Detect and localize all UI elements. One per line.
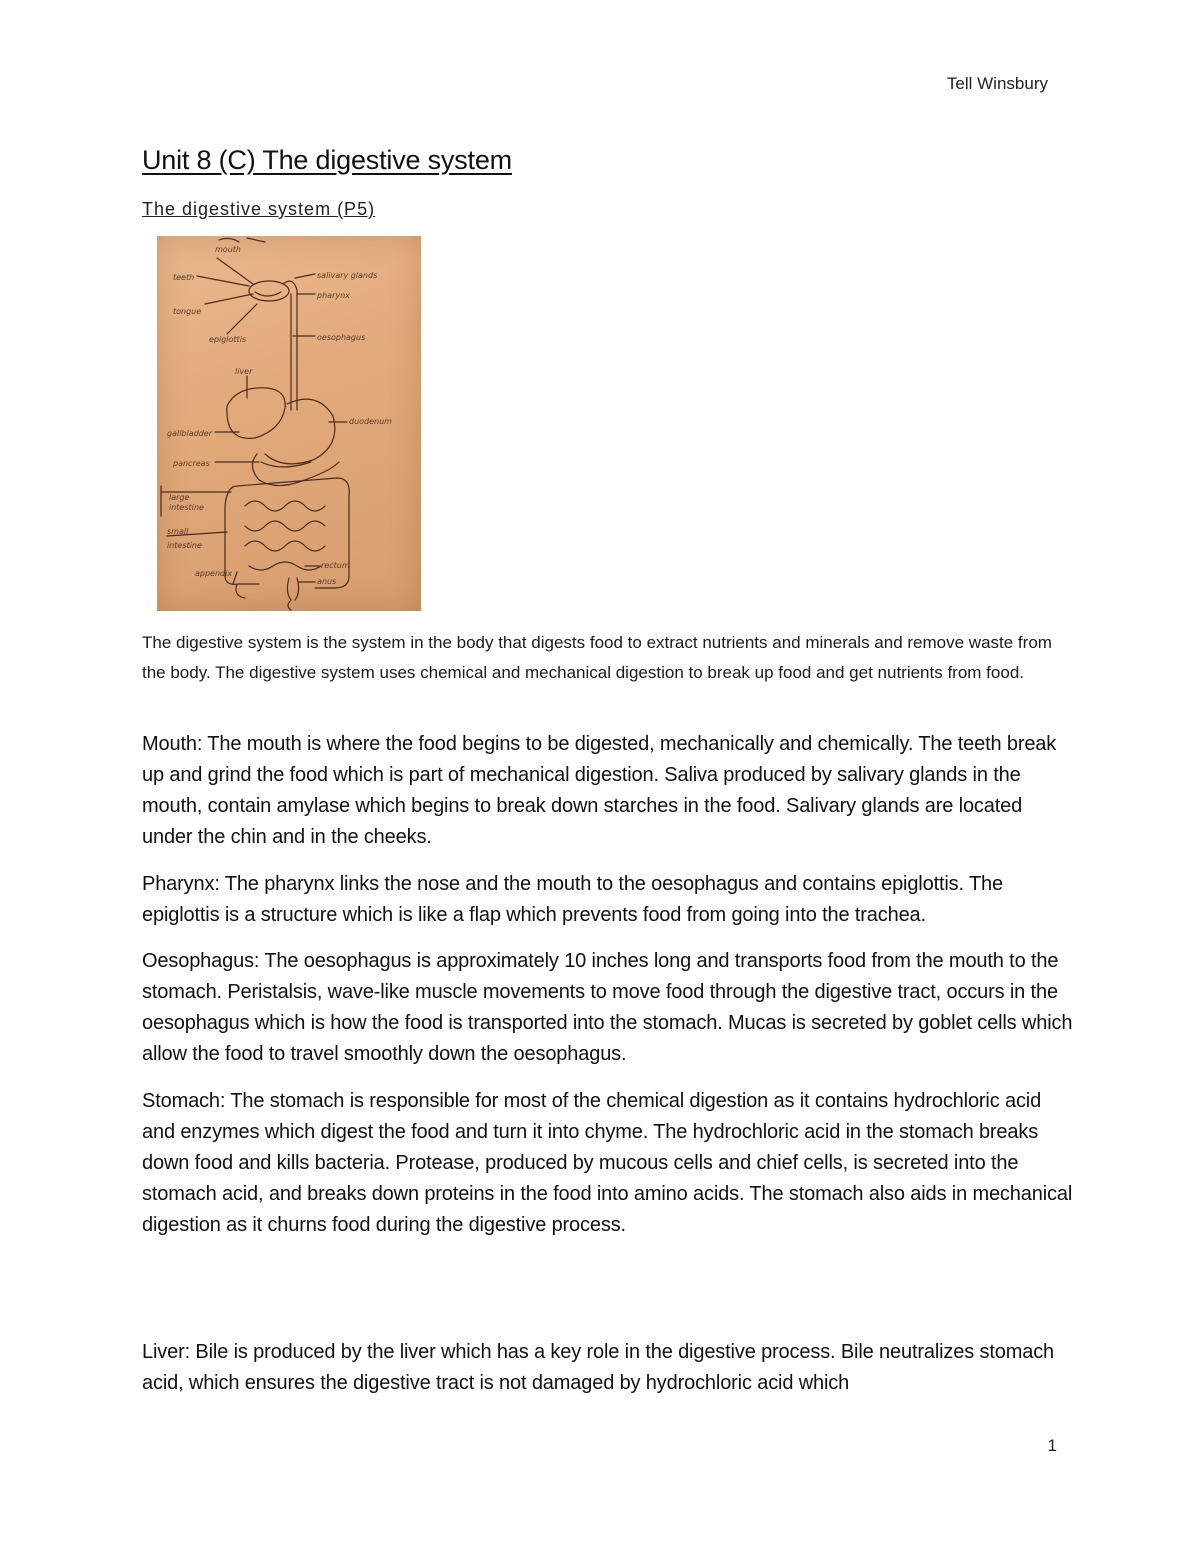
label-gallbladder: gallbladder <box>167 429 212 438</box>
label-anus: anus <box>317 577 337 586</box>
page-header-author: Tell Winsbury <box>946 74 1048 93</box>
label-liver: liver <box>235 367 253 376</box>
label-appendix: appendix <box>195 569 233 578</box>
intro-paragraph: The digestive system is the system in the body that digests food to extract nutrients and minerals and remove waste from the body. The digestive system uses chemical and mechanical digestion to break up food and get nutrients from food. <box>142 633 1052 682</box>
label-pharynx: pharynx <box>317 291 350 300</box>
label-large-intestine-1: large <box>169 493 190 502</box>
label-teeth: teeth <box>173 273 195 282</box>
document-subtitle: The digestive system (P5) <box>142 199 376 219</box>
section-liver: Liver: Bile is produced by the liver which has a key role in the digestive process. Bile neutralizes stomach acid, which ensures the digestive tract is not damaged by hydrochloric acid which <box>142 1341 1055 1394</box>
label-oesophagus: oesophagus <box>317 333 366 342</box>
label-epiglottis: epiglottis <box>209 335 247 344</box>
label-mouth: mouth <box>215 245 241 254</box>
section-stomach: Stomach: The stomach is responsible for most of the chemical digestion as it contains hydrochloric acid and enzymes which digest the food and turn it into chyme. The hydrochloric acid in the stomach breaks down food and kills bacteria. Protease, produced by mucous cells and chief cells, is secreted into the stomach acid, and breaks down proteins in the food into amino acids. The stomach also aids in mechanical digestion as it churns food during the digestive process. <box>142 1090 1073 1236</box>
digestive-system-diagram-photo <box>157 236 421 611</box>
page-number: 1 <box>1047 1436 1057 1455</box>
section-oesophagus: Oesophagus: The oesophagus is approximately 10 inches long and transports food from the mouth to the stomach. Peristalsis, wave-like muscle movements to move food through the digestive tract, occurs in the oesophagus which is how the food is transported into the stomach. Mucas is secreted by goblet cells which allow the food to travel smoothly down the oesophagus. <box>142 950 1073 1065</box>
label-tongue: tongue <box>173 307 202 316</box>
label-small-intestine-2: intestine <box>167 541 202 550</box>
label-small-intestine-1: small <box>167 527 189 536</box>
label-salivary-glands: salivary glands <box>317 271 378 280</box>
label-duodenum: duodenum <box>349 417 392 426</box>
section-mouth: Mouth: The mouth is where the food begins to be digested, mechanically and chemically. The teeth break up and grind the food which is part of mechanical digestion. Saliva produced by salivary glands in the mouth, contain amylase which begins to break down starches in the food. Salivary glands are located under the chin and in the cheeks. <box>142 733 1057 848</box>
label-pancreas: pancreas <box>173 459 210 468</box>
digestive-system-diagram <box>157 236 421 611</box>
document-title: Unit 8 (C) The digestive system <box>142 145 512 175</box>
section-pharynx: Pharynx: The pharynx links the nose and the mouth to the oesophagus and contains epiglottis. The epiglottis is a structure which is like a flap which prevents food from going into the trachea. <box>142 873 1003 926</box>
label-rectum: rectum <box>321 561 350 570</box>
label-large-intestine-2: intestine <box>169 503 204 512</box>
